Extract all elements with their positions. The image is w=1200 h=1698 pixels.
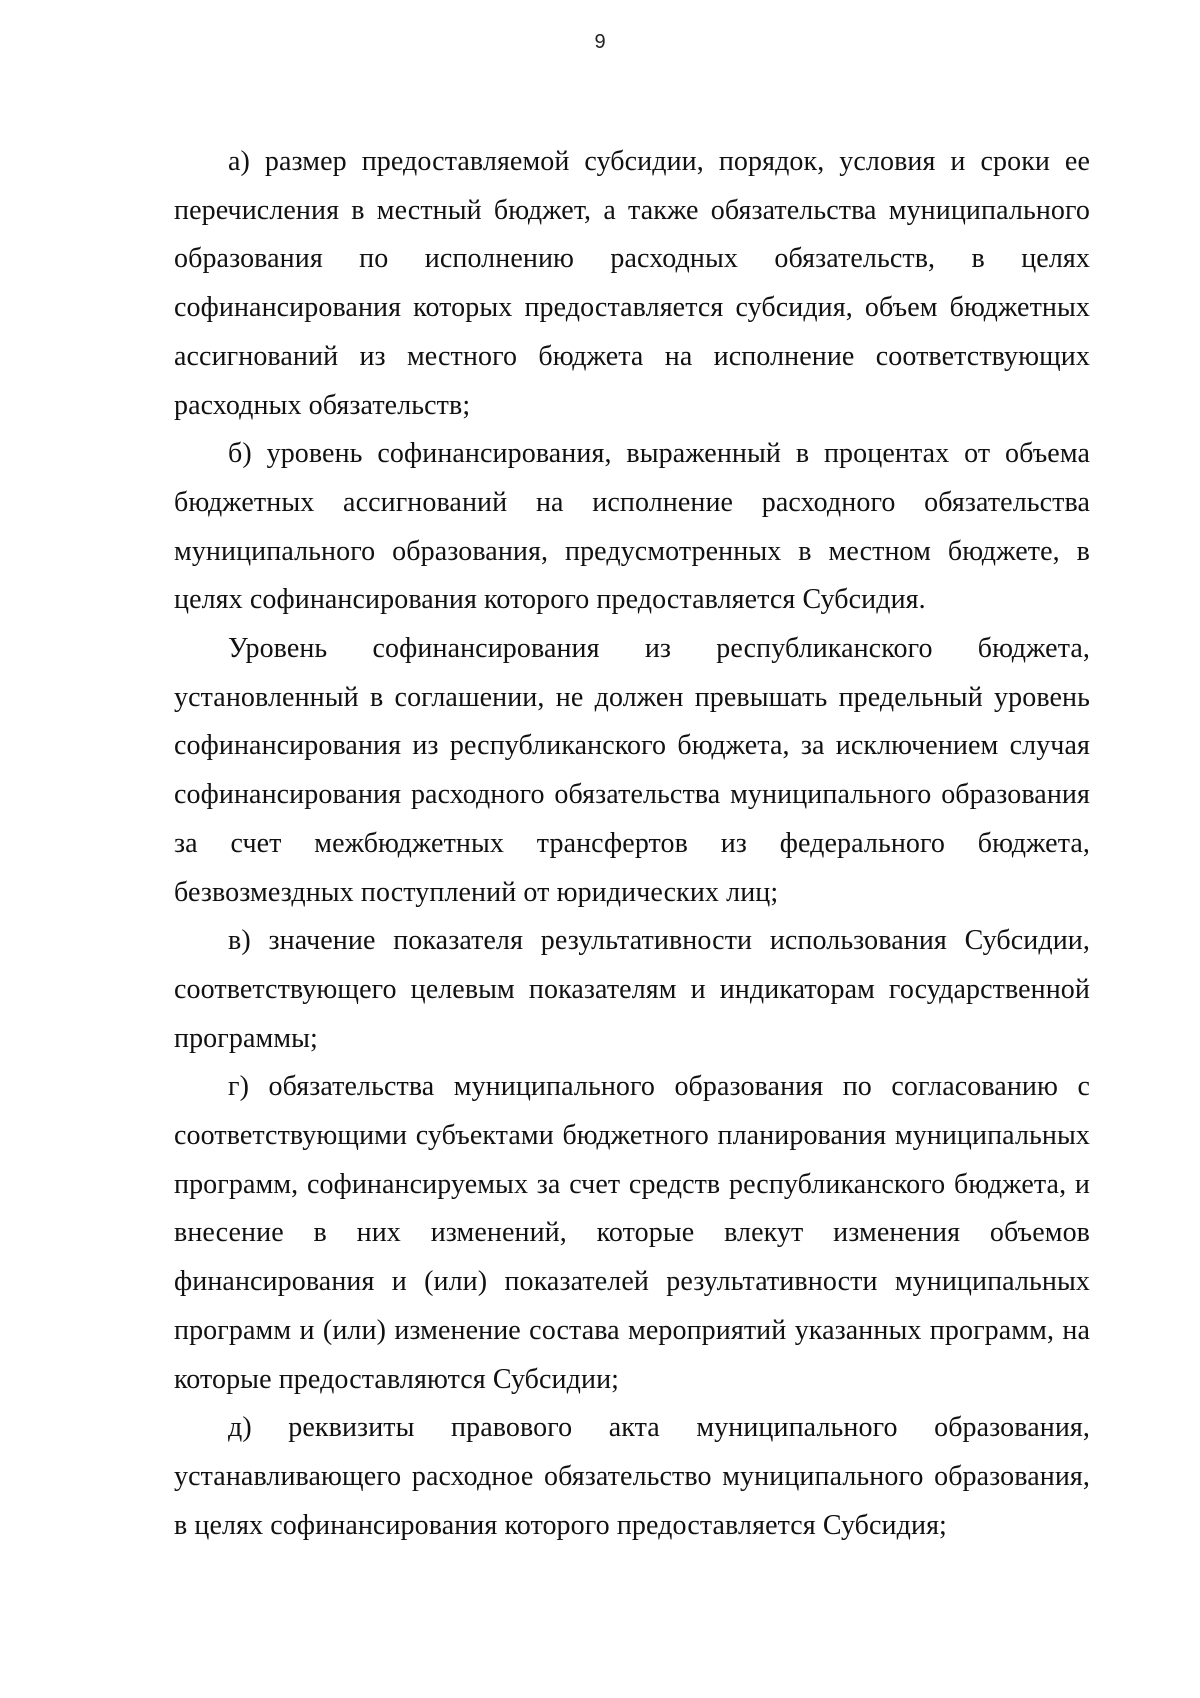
paragraph-g: г) обязательства муниципального образования по согласованию с соответствующими субъектами бюджетного планирования муниципальных программ, софинансируемых за счет средств республиканского бюджета, и внесение в них изменений, которые влекут изменения объемов финансирования и (или) показателей результативности муниципальных программ и (или) изменение состава мероприятий указанных программ, на которые предоставляются Субсидии; [174, 1071, 1090, 1395]
paragraph-v: в) значение показателя результативности использования Субсидии, соответствующего целевым показателям и индикаторам государственной программы; [174, 925, 1090, 1054]
page-number: 9 [594, 31, 606, 53]
paragraph-d: д) реквизиты правового акта муниципального образования, устанавливающего расходное обязательство муниципального образования, в целях софинансирования которого предоставляется Субсидия; [174, 1412, 1090, 1541]
paragraph-b: б) уровень софинансирования, выраженный в процентах от объема бюджетных ассигнований на исполнение расходного обязательства муниципального образования, предусмотренных в местном бюджете, в целях софинансирования которого предоставляется Субсидия. [174, 438, 1090, 616]
paragraph-cofinancing-level: Уровень софинансирования из республиканского бюджета, установленный в соглашении, не должен превышать предельный уровень софинансирования из республиканского бюджета, за исключением случая софинансирования расходного обязательства муниципального образования за счет межбюджетных трансфертов из федерального бюджета, безвозмездных поступлений от юридических лиц; [174, 633, 1090, 908]
document-body [174, 138, 1090, 1550]
paragraph-a: а) размер предоставляемой субсидии, порядок, условия и сроки ее перечисления в местный бюджет, а также обязательства муниципального образования по исполнению расходных обязательств, в целях софинансирования которых предоставляется субсидия, объем бюджетных ассигнований из местного бюджета на исполнение соответствующих расходных обязательств; [174, 146, 1090, 421]
